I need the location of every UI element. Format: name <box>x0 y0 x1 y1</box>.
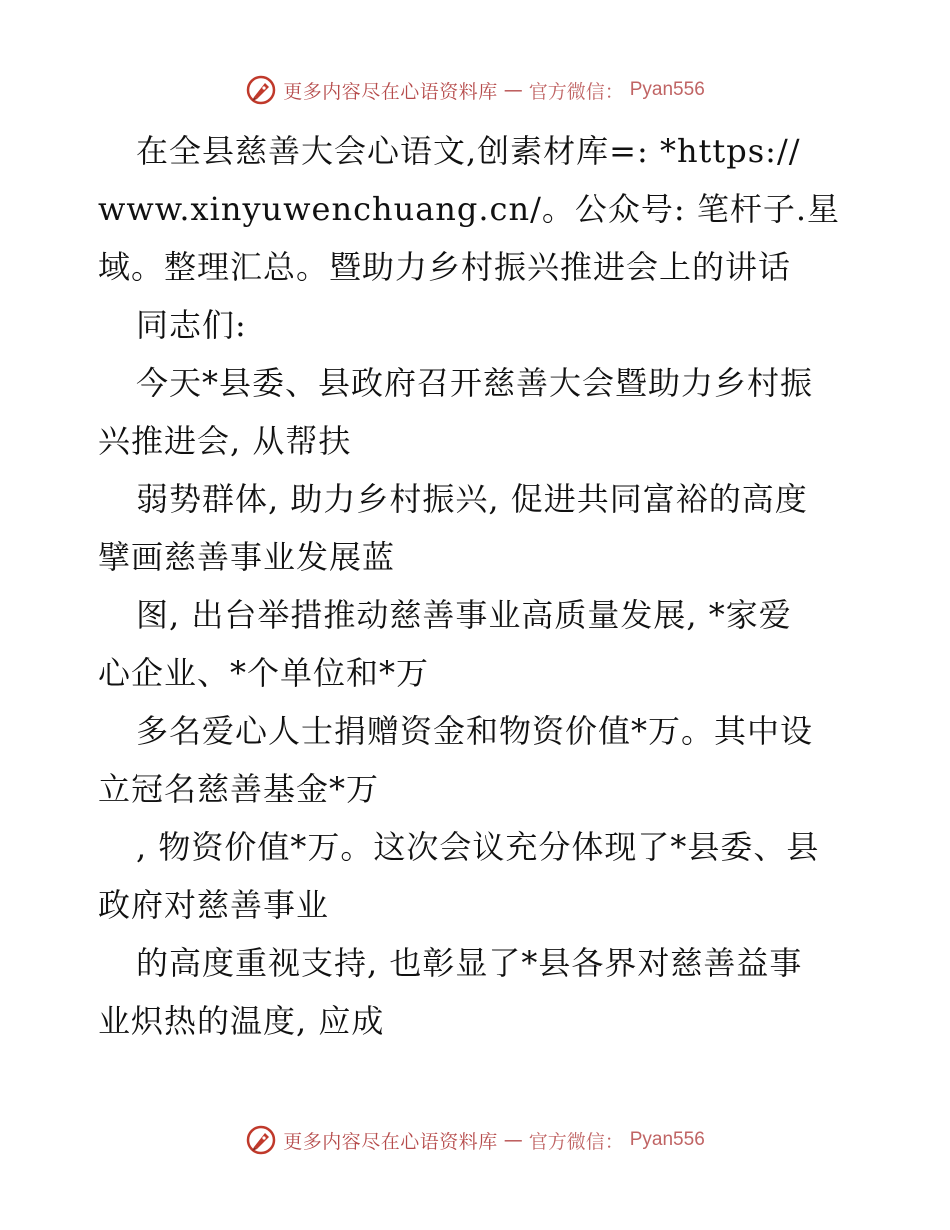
doc-line-7: 弱势群体, 助力乡村振兴, 促进共同富裕的高度 <box>136 480 808 518</box>
doc-line-2: www.xinyuwenchuang.cn/。公众号: 笔杆子.星 <box>98 190 840 228</box>
footer-banner-wechat-id: Pyan556 <box>629 1129 705 1150</box>
doc-line-11: 多名爱心人士捐赠资金和物资价值*万。其中设 <box>136 712 814 750</box>
doc-line-15: 的高度重视支持, 也彰显了*县各界对慈善益事 <box>136 944 803 982</box>
doc-line-4: 同志们: <box>136 306 247 344</box>
header-banner-dash: — <box>503 79 523 101</box>
doc-line-9: 图, 出台举措推动慈善事业高质量发展, *家爱 <box>136 596 792 634</box>
doc-line-12: 立冠名慈善基金*万 <box>98 770 380 808</box>
footer-banner <box>0 1120 950 1160</box>
header-banner <box>0 70 950 110</box>
doc-line-16: 业炽热的温度, 应成 <box>98 1002 385 1040</box>
header-banner-wechat-label: 官方微信： <box>528 80 624 103</box>
doc-line-8: 擘画慈善事业发展蓝 <box>98 538 396 576</box>
pen-nib-logo-icon <box>245 74 277 106</box>
header-banner-content <box>245 74 705 106</box>
doc-line-13: , 物资价值*万。这次会议充分体现了*县委、县 <box>136 828 820 866</box>
footer-banner-dash: — <box>503 1129 523 1151</box>
header-banner-wechat-id: Pyan556 <box>629 79 705 100</box>
footer-banner-content <box>245 1124 705 1156</box>
doc-line-5: 今天*县委、县政府召开慈善大会暨助力乡村振 <box>136 364 814 402</box>
doc-line-10: 心企业、*个单位和*万 <box>98 654 430 692</box>
doc-line-1: 在全县慈善大会心语文,创素材库=: *https:// <box>136 132 801 170</box>
header-banner-title: 更多内容尽在心语资料库 <box>283 80 498 103</box>
footer-banner-title: 更多内容尽在心语资料库 <box>283 1130 498 1153</box>
document-body <box>98 122 858 1050</box>
doc-line-3: 域。整理汇总。暨助力乡村振兴推进会上的讲话 <box>98 248 792 286</box>
doc-line-14: 政府对慈善事业 <box>98 886 330 924</box>
pen-nib-logo-icon <box>245 1124 277 1156</box>
footer-banner-wechat-label: 官方微信： <box>528 1130 624 1153</box>
doc-line-6: 兴推进会, 从帮扶 <box>98 422 352 460</box>
